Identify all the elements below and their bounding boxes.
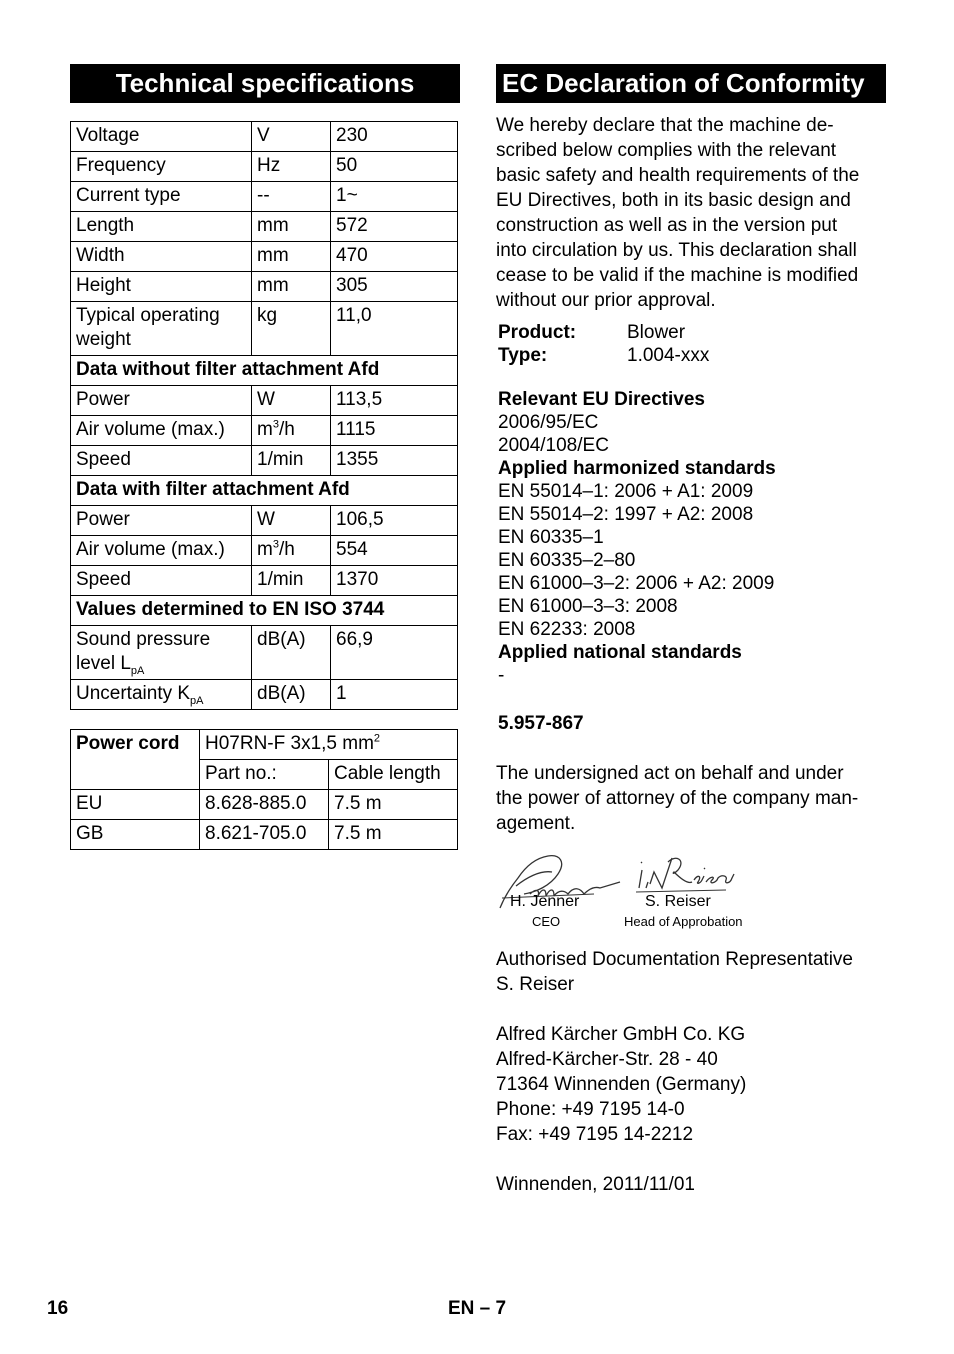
table-row: Frequency Hz 50	[71, 152, 458, 182]
tech-spec-table	[70, 121, 458, 710]
page-number: 16	[47, 1298, 69, 1319]
table-row: Power W 113,5	[71, 386, 458, 416]
place-date: Winnenden, 2011/11/01	[496, 1174, 695, 1195]
document-number: 5.957-867	[498, 713, 584, 734]
table-row: Typical operating weight kg 11,0	[71, 302, 458, 356]
technical-specifications-section	[70, 64, 460, 850]
table-row: Part no.: Cable length	[71, 760, 458, 790]
signer2-role: Head of Approbation	[624, 914, 743, 929]
table-row: Current type -- 1~	[71, 182, 458, 212]
ec-declaration-section	[496, 64, 886, 1197]
signer2-name: S. Reiser	[645, 893, 711, 910]
table-row: Height mm 305	[71, 272, 458, 302]
table-row: Speed 1/min 1355	[71, 446, 458, 476]
section-heading-row: Data with filter attachment Afd	[71, 476, 458, 506]
signer1-role: CEO	[532, 914, 561, 929]
company-address: Alfred Kärcher GmbH Co. KG Alfred-Kärcher-Str. 28 - 40 71364 Winnenden (Germany) Phone: +49 7195 14-0 Fax: +49 7195 14-2212	[496, 1024, 747, 1145]
table-row: Width mm 470	[71, 242, 458, 272]
representative-block: Authorised Documentation Representative S. Reiser	[496, 949, 853, 995]
power-cord-table	[70, 729, 458, 850]
standards-list: Relevant EU Directives 2006/95/EC 2004/108/EC Applied harmonized standards EN 55014–1: 2006 + A1: 2009 EN 55014–2: 1997 + A2: 2008 EN 60335–1 EN 60335–2–80 EN 61000–3–2: 2006 + A2: 2009 EN 61000–3–3: 2008 EN 62233: 2008 Applied national standards -	[498, 389, 776, 686]
table-row: Uncertainty $K_{pA}$ dB(A) 1	[71, 680, 458, 710]
table-row: Length mm 572	[71, 212, 458, 242]
signer1-name: H. Jenner	[510, 893, 580, 910]
undersigned-paragraph: The undersigned act on behalf and under the power of attorney of the company man- agement.	[496, 763, 859, 834]
table-row: Power W 106,5	[71, 506, 458, 536]
ec-intro-paragraph: We hereby declare that the machine de- scribed below complies with the relevant basic safety and health requirements of the EU Directives, both in its basic design and construction as well as in the version put into circulation by us. This declaration shall cease to be valid if the machine is modified without our prior approval.	[496, 115, 860, 311]
ec-declaration-title: EC Declaration of Conformity	[496, 64, 886, 103]
table-row: GB 8.621-705.0 7.5 m	[71, 820, 458, 850]
page-reference: EN – 7	[448, 1298, 507, 1319]
table-row: EU 8.628-885.0 7.5 m	[71, 790, 458, 820]
table-row: Power cord H07RN-F 3x1,5 $mm^2$	[71, 730, 458, 760]
section-heading-row: Data without filter attachment Afd	[71, 356, 458, 386]
table-row: Air volume (max.) $m^3/h$ 554	[71, 536, 458, 566]
tech-spec-title: Technical specifications	[70, 64, 460, 103]
table-row: Speed 1/min 1370	[71, 566, 458, 596]
signature-block	[496, 848, 886, 940]
table-row: Air volume (max.) $m^3/h$ 1115	[71, 416, 458, 446]
section-heading-row: Values determined to EN ISO 3744	[71, 596, 458, 626]
table-row: Sound pressure level $L_{pA}$ dB(A) 66,9	[71, 626, 458, 680]
table-row: Voltage V 230	[71, 122, 458, 152]
signature-reiser	[639, 858, 734, 888]
product-info: Product: Blower Type: 1.004-xxx	[498, 322, 710, 366]
